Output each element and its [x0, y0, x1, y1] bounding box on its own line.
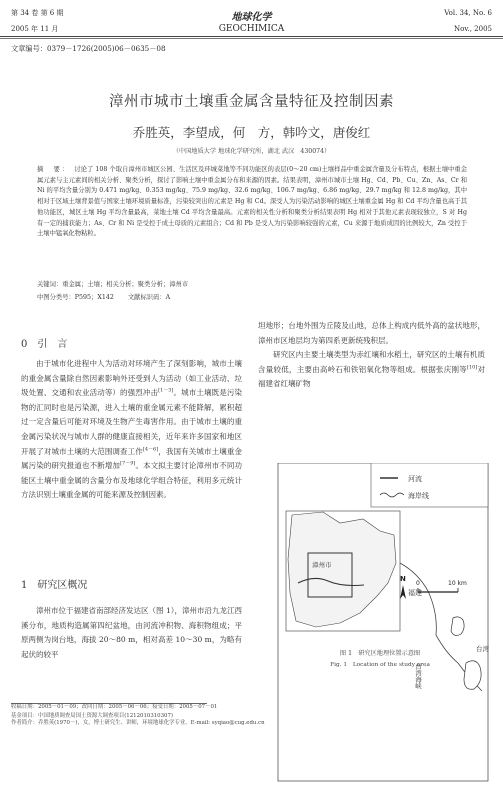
abstract-text: 讨论了 108 个取自漳州市城区公园、生活区及环城菜地等不同功能区的表层(0～20 cm)土壤样品中重金属含量及分布特点，根据土壤中重金属元素与主元素间的相关分析、聚类分析，探讨了影响土壤中重金属分布和来源的因素。结果表明，漳州市城市土壤 Hg、Cd、Pb、Cu、Zn、As、Cr 和 Ni 的平均含量分别为 0.471 mg/kg、0.353 mg/kg、75.9 mg/kg、32.6 mg/kg、106.7 mg/kg、6.86 mg/kg、29.7 mg/kg 和 12.8 mg/kg，其中相对于区域土壤背景值与国家土壤环境质量标准，污染较突出的元素是 Hg 和 Cd。深受人为污染活动影响的城区土壤重金属 Hg 和 Cd 平均含量也高于其他功能区，城区土壤 Hg 平均含量最高，菜地土壤 Cd 平均含量最高。元素的相关性分析和聚类分析结果表明 Hg 相对于其他元素表现较独立，S 对 Hg 有一定的捕获能力；As、Cr 和 Ni 是受控于成土母质的元素组合；Cd 和 Pb 是受人为污染影响较强的元素，Cu 来源于地质成因的比例较大，Zn 受控于土壤中锰氧化物粘粒。	[37, 166, 467, 238]
citation-4-6: [4－6]	[142, 446, 159, 453]
header-date-en: Nov., 2005	[454, 25, 492, 33]
right-column-body	[258, 319, 485, 392]
map-label-fujian: 福建	[408, 589, 422, 597]
legend-river-label: 河流	[408, 475, 422, 483]
paper-title: 漳州市城市土壤重金属含量特征及控制因素	[109, 94, 394, 110]
footnote-fund: 基金项目：中国地质调查局国土资源大调查项目(1212010310307)	[11, 713, 173, 719]
header-volume-cn: 第 34 卷 第 6 期	[11, 9, 64, 17]
header-volume-en: Vol. 34, No. 6	[444, 9, 492, 17]
keywords-text: 重金属；土壤；相关分析；聚类分析；漳州市	[62, 281, 189, 288]
north-arrow-icon	[400, 585, 406, 599]
scale-0-label: 0	[416, 580, 420, 587]
footnote-author: 作者简介：乔胜英(1970－)，女，博士研究生、讲师，环境地球化学专业。E-mail: syqiao@cug.edu.cn	[11, 720, 265, 726]
document-code: 文献标识码：A	[127, 294, 171, 301]
section-1-number: 1	[21, 580, 28, 591]
section-0-title: 引 言	[37, 339, 68, 350]
keywords	[37, 280, 467, 290]
soil-paragraph	[258, 348, 485, 392]
scale-10km-label: 10 km	[448, 580, 467, 587]
section-1-title: 研究区概况	[37, 580, 88, 591]
study-area-paragraph: 漳州市位于福建省南部经济发达区（图 1），漳州市沿九龙江西溪分布，地质构造属第四纪盆地，由河流冲积物、海积物组成；平原两侧为岗台地，海拔 20～80 m，相对高差 10～30 m，为略有起伏的较平	[21, 606, 242, 659]
abstract	[37, 165, 467, 240]
figure-caption-cn: 图 1 研究区地理位置示意图	[339, 650, 421, 657]
map-label-strait: 台湾海峡	[414, 663, 422, 689]
island-outline	[451, 617, 464, 636]
intro-text-2: 。城市土壤既是污染物的汇同时也是污染源，进入土壤的重金属元素不能降解，累积超过一定含量后可能对环境及生物产生毒害作用。由于城市土壤的重金属污染状况与城市人群的健康直接相关，近年来许多国家和地区开展了对城市土壤的大范围调查工作	[21, 388, 242, 456]
footnote-received: 收稿日期：2005－01－09；改回日期：2005－06－06；接受日期：2005－07－01	[11, 704, 218, 710]
figure-caption-en: Fig. 1 Location of the study area	[330, 662, 430, 668]
section-0-number: 0	[21, 339, 28, 350]
map-legend	[371, 463, 488, 507]
section-1-heading	[21, 576, 87, 591]
north-label: N	[400, 575, 406, 583]
intro-paragraph	[21, 357, 242, 503]
section-0-heading	[21, 335, 67, 350]
abstract-label: 摘 要：	[37, 166, 71, 173]
keywords-label: 关键词：	[37, 281, 63, 288]
intro-text-3: ，我国有关城市土壤重金属污染的研究报道也不断增加	[21, 446, 243, 471]
soil-text-1: 研究区内主要土壤类型为赤红壤和水稻土，研究区的土壤有机质含量较低，主要由高岭石和铁铝氧化物等组成。根据张庆刚等	[258, 350, 485, 374]
affiliation: （中国地质大学 地球化学研究所，湖北 武汉 430074）	[172, 148, 331, 155]
journal-name-en: GEOCHIMICA	[218, 24, 285, 34]
header-rule-thin	[0, 38, 503, 39]
article-number: 文章编号：0379－1726(2005)06－0635－08	[11, 44, 166, 53]
soil-text-2: 对福建省红壤矿物	[258, 364, 486, 389]
intro-text-4: 。本文拟主要讨论漳州市不同功能区土壤中重金属的含量分布及地球化学组合特征，利用多元统计方法识别土壤重金属的可能来源及控制因素。	[21, 461, 243, 500]
journal-logo: 地球化学	[231, 12, 272, 23]
classification	[37, 293, 467, 303]
header-rule	[0, 36, 503, 37]
section-0-body	[21, 357, 242, 503]
map-label-taiwan: 台湾	[476, 645, 489, 653]
header-date-cn: 2005 年 11 月	[11, 25, 59, 33]
location-map	[268, 463, 496, 788]
intro-text-1: 由于城市化进程中人为活动对环境产生了深刻影响，城市土壤的重金属含量除自然因素影响外还受到人为活动（如工业活动、垃圾处置、交通和农业活动等）的强烈冲击	[21, 359, 242, 398]
inset-city-label: 漳州市	[312, 561, 332, 569]
section-1-body	[21, 604, 242, 662]
terrain-paragraph: 坦地形；台地外围为丘陵及山地，总体上构成内低外高的盆状地形，漳州市区地层均为第四系更新统残积层。	[258, 321, 485, 345]
clc-number: 中图分类号：P595；X142	[37, 294, 114, 301]
author-list: 乔胜英，李望成，何 方，韩吟文，唐俊红	[132, 125, 371, 140]
citation-7-9: [7－9]	[120, 460, 136, 467]
citation-1-3: [1－3]	[158, 387, 174, 394]
legend-coast-label: 海岸线	[408, 492, 429, 500]
citation-10: [10]	[467, 364, 478, 371]
